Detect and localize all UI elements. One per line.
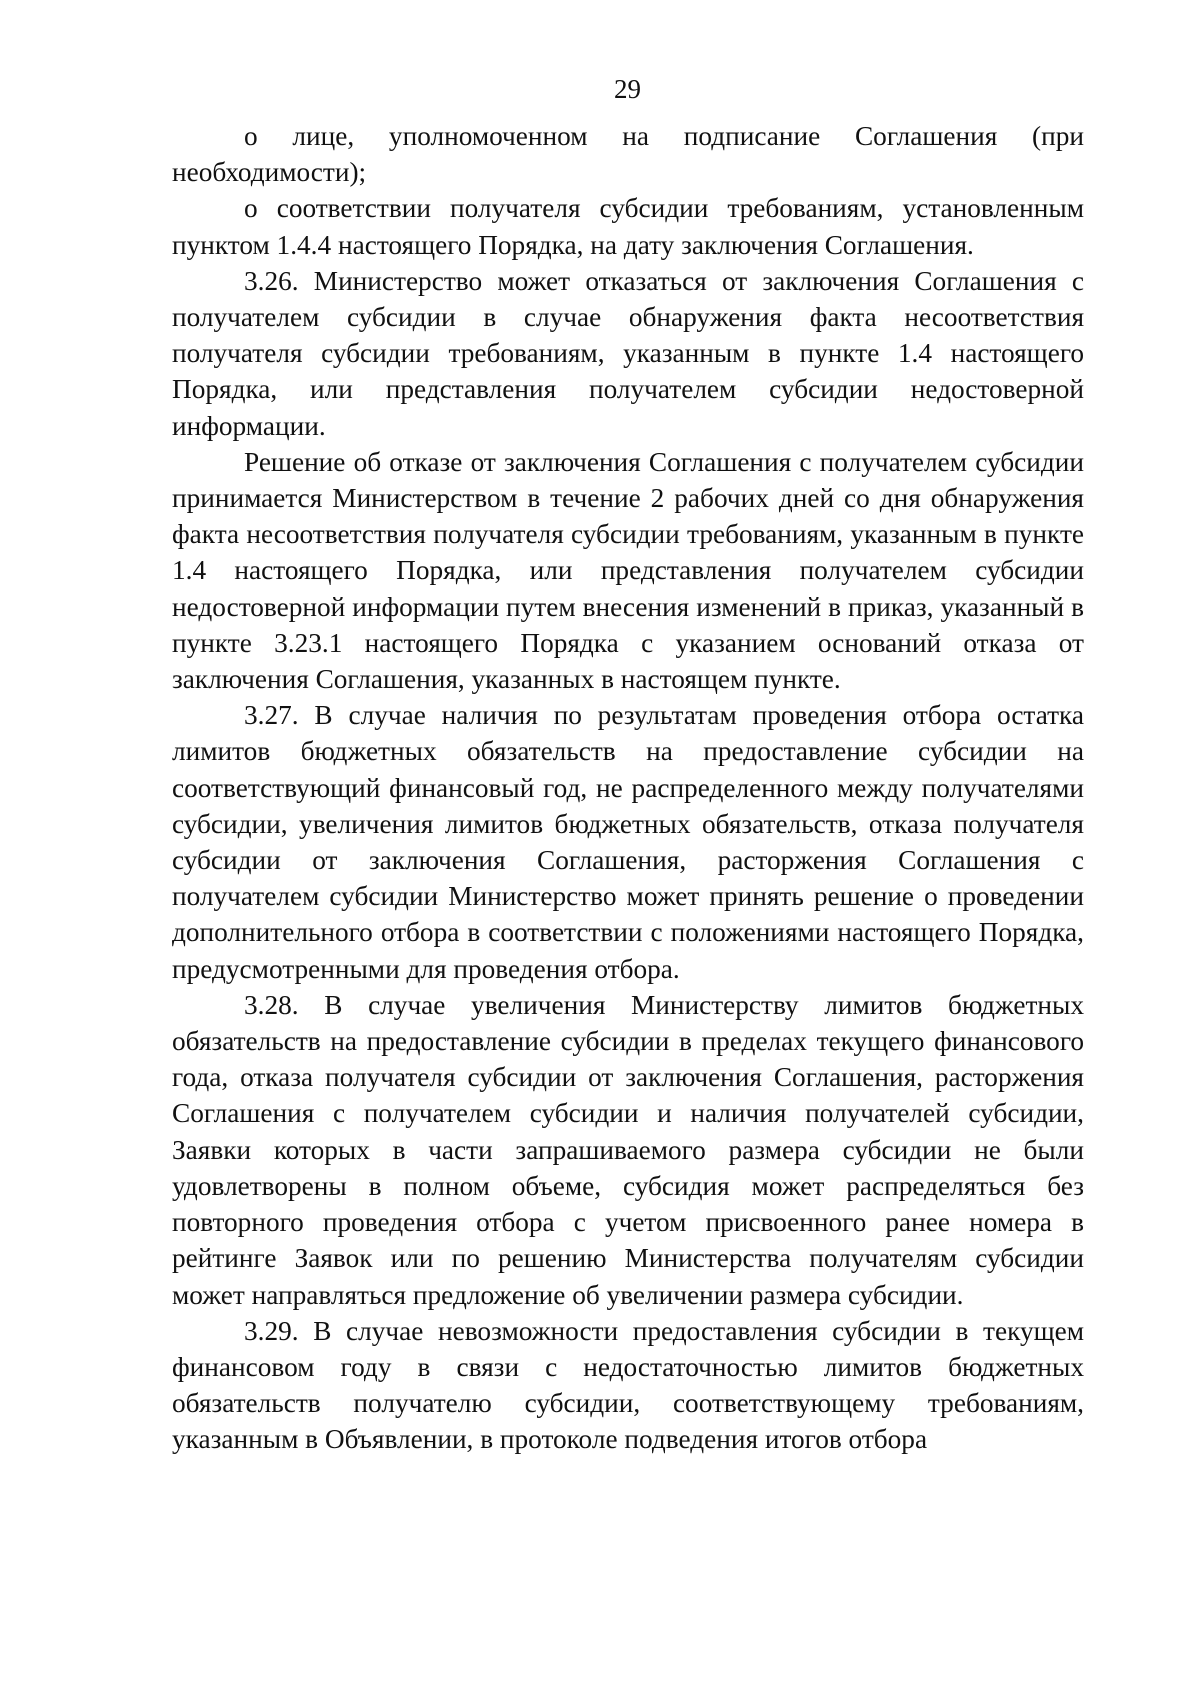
paragraph-3-26: 3.26. Министерство может отказаться от заключения Соглашения с получателем субсидии в случае обнаружения факта несоответствия получателя субсидии требованиям, указанным в пункте 1.4 настоящего Порядка, или представления получателем субсидии недостоверной информации.	[172, 265, 1084, 441]
paragraph-refusal-decision: Решение об отказе от заключения Соглашения с получателем субсидии принимается Министерством в течение 2 рабочих дней со дня обнаружения факта несоответствия получателя субсидии требованиям, указанным в пункте 1.4 настоящего Порядка, или представления получателем субсидии недостоверной информации путем внесения изменений в приказ, указанный в пункте 3.23.1 настоящего Порядка с указанием оснований отказа от заключения Соглашения, указанных в настоящем пункте.	[172, 446, 1084, 695]
paragraph-compliance: о соответствии получателя субсидии требованиям, установленным пунктом 1.4.4 настоящего Порядка, на дату заключения Соглашения.	[172, 193, 1084, 260]
paragraph-3-29: 3.29. В случае невозможности предоставления субсидии в текущем финансовом году в связи с недостаточностью лимитов бюджетных обязательств получателю субсидии, соответствующему требованиям, указанным в Объявлении, в протоколе подведения итогов отбора	[172, 1315, 1084, 1455]
paragraph-authorized-person: о лице, уполномоченном на подписание Соглашения (при необходимости);	[172, 121, 1084, 188]
document-body	[172, 118, 1084, 1458]
paragraph-3-28: 3.28. В случае увеличения Министерству лимитов бюджетных обязательств на предоставление субсидии в пределах текущего финансового года, отказа получателя субсидии от заключения Соглашения, расторжения Соглашения с получателем субсидии и наличия получателей субсидии, Заявки которых в части запрашиваемого размера субсидии не были удовлетворены в полном объеме, субсидия может распределяться без повторного проведения отбора с учетом присвоенного ранее номера в рейтинге Заявок или по решению Министерства получателям субсидии может направляться предложение об увеличении размера субсидии.	[172, 989, 1084, 1310]
page-number: 29	[614, 74, 641, 104]
paragraph-3-27: 3.27. В случае наличия по результатам проведения отбора остатка лимитов бюджетных обязательств на предоставление субсидии на соответствующий финансовый год, не распределенного между получателями субсидии, увеличения лимитов бюджетных обязательств, отказа получателя субсидии от заключения Соглашения, расторжения Соглашения с получателем субсидии Министерство может принять решение о проведении дополнительного отбора в соответствии с положениями настоящего Порядка, предусмотренными для проведения отбора.	[172, 700, 1084, 984]
